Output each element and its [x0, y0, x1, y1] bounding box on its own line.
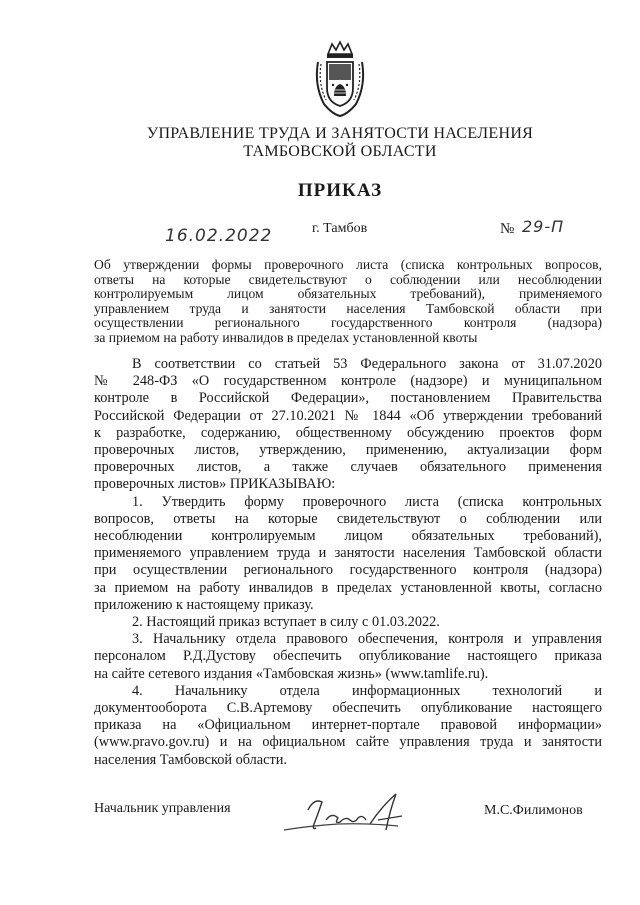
- subject-line: управлением труда и занятости населения Тамбовской области при: [94, 300, 602, 316]
- body-line: проверочных листов, утверждению, применению, актуализации форм: [94, 442, 602, 459]
- body-line: В соответствии со статьей 53 Федерального закона от 31.07.2020: [132, 356, 602, 372]
- body-line: к разработке, содержанию, общественному обсуждению проектов форм: [94, 424, 602, 441]
- order-number: 29-П: [522, 217, 565, 236]
- coat-of-arms-emblem: [310, 40, 370, 120]
- handwritten-signature: [278, 790, 428, 838]
- body-line: проверочных листов» ПРИКАЗЫВАЮ:: [94, 476, 336, 493]
- order-date: 16.02.2022: [165, 226, 273, 246]
- body-line: приложению к настоящему приказу.: [94, 596, 314, 613]
- subject-line: контролируемым лицом обязательных требований), применяемого: [94, 286, 602, 302]
- body-line: № 248-ФЗ «О государственном контроле (надзоре) и муниципальном: [94, 373, 602, 390]
- body-line: вопросов, ответы на которые свидетельствуют о соблюдении или: [94, 510, 602, 527]
- body-line: проверочных листов, а также случаев обязательного применения: [94, 459, 602, 476]
- city-label: г. Тамбов: [312, 221, 368, 236]
- body-line: (www.pravo.gov.ru) и на официальном сайте управления труда и занятости: [94, 734, 602, 751]
- order-body: [94, 356, 602, 769]
- body-line: приказа на «Официальном интернет-портале правовой информации»: [94, 717, 602, 734]
- document-title: ПРИКАЗ: [297, 180, 383, 201]
- signatory-name: М.С.Филимонов: [484, 803, 583, 818]
- body-line: применяемого управлением труда и занятости населения Тамбовской области: [94, 545, 602, 562]
- subject-line: осуществлении регионального государственного контроля (надзора): [94, 315, 602, 331]
- subject-line: ответы на которые свидетельствуют о соблюдении или несоблюдении: [94, 271, 602, 287]
- body-line: контроле в Российской Федерации», постановлением Правительства: [94, 390, 602, 407]
- body-line: документооборота С.В.Артемову обеспечить опубликование настоящего: [94, 700, 602, 717]
- signatory-role: Начальник управления: [94, 801, 231, 816]
- body-line: населения Тамбовской области.: [94, 751, 287, 768]
- body-line: 3. Начальнику отдела правового обеспечения, контроля и управления: [132, 631, 602, 648]
- body-line: Российской Федерации от 27.10.2021 № 1844 «Об утверждении требований: [94, 407, 602, 424]
- body-line: 4. Начальнику отдела информационных технологий и: [132, 682, 602, 699]
- subject-line: Об утверждении формы проверочного листа (списка контрольных вопросов,: [94, 257, 602, 272]
- organization-name-line-2: ТАМБОВСКОЙ ОБЛАСТИ: [243, 143, 437, 160]
- organization-name-line-1: УПРАВЛЕНИЕ ТРУДА И ЗАНЯТОСТИ НАСЕЛЕНИЯ: [146, 125, 534, 142]
- body-line: при осуществлении регионального государственного контроля (надзора): [94, 562, 602, 579]
- order-subject: [94, 258, 602, 346]
- body-line: за приемом на работу инвалидов в пределах установленной квоты, согласно: [94, 579, 602, 596]
- body-line: персоналом Р.Д.Дустову обеспечить опубликование настоящего приказа: [94, 648, 602, 665]
- body-line: на сайте сетевого издания «Тамбовская жизнь» (www.tamlife.ru).: [94, 665, 489, 682]
- body-line: 1. Утвердить форму проверочного листа (списка контрольных: [132, 493, 602, 510]
- body-line: несоблюдении контролируемым лицом обязательных требований),: [94, 528, 602, 545]
- subject-line: за приемом на работу инвалидов в пределах установленной квоты: [94, 329, 478, 345]
- body-line: 2. Настоящий приказ вступает в силу с 01.03.2022.: [132, 614, 440, 631]
- number-sign: №: [500, 221, 515, 237]
